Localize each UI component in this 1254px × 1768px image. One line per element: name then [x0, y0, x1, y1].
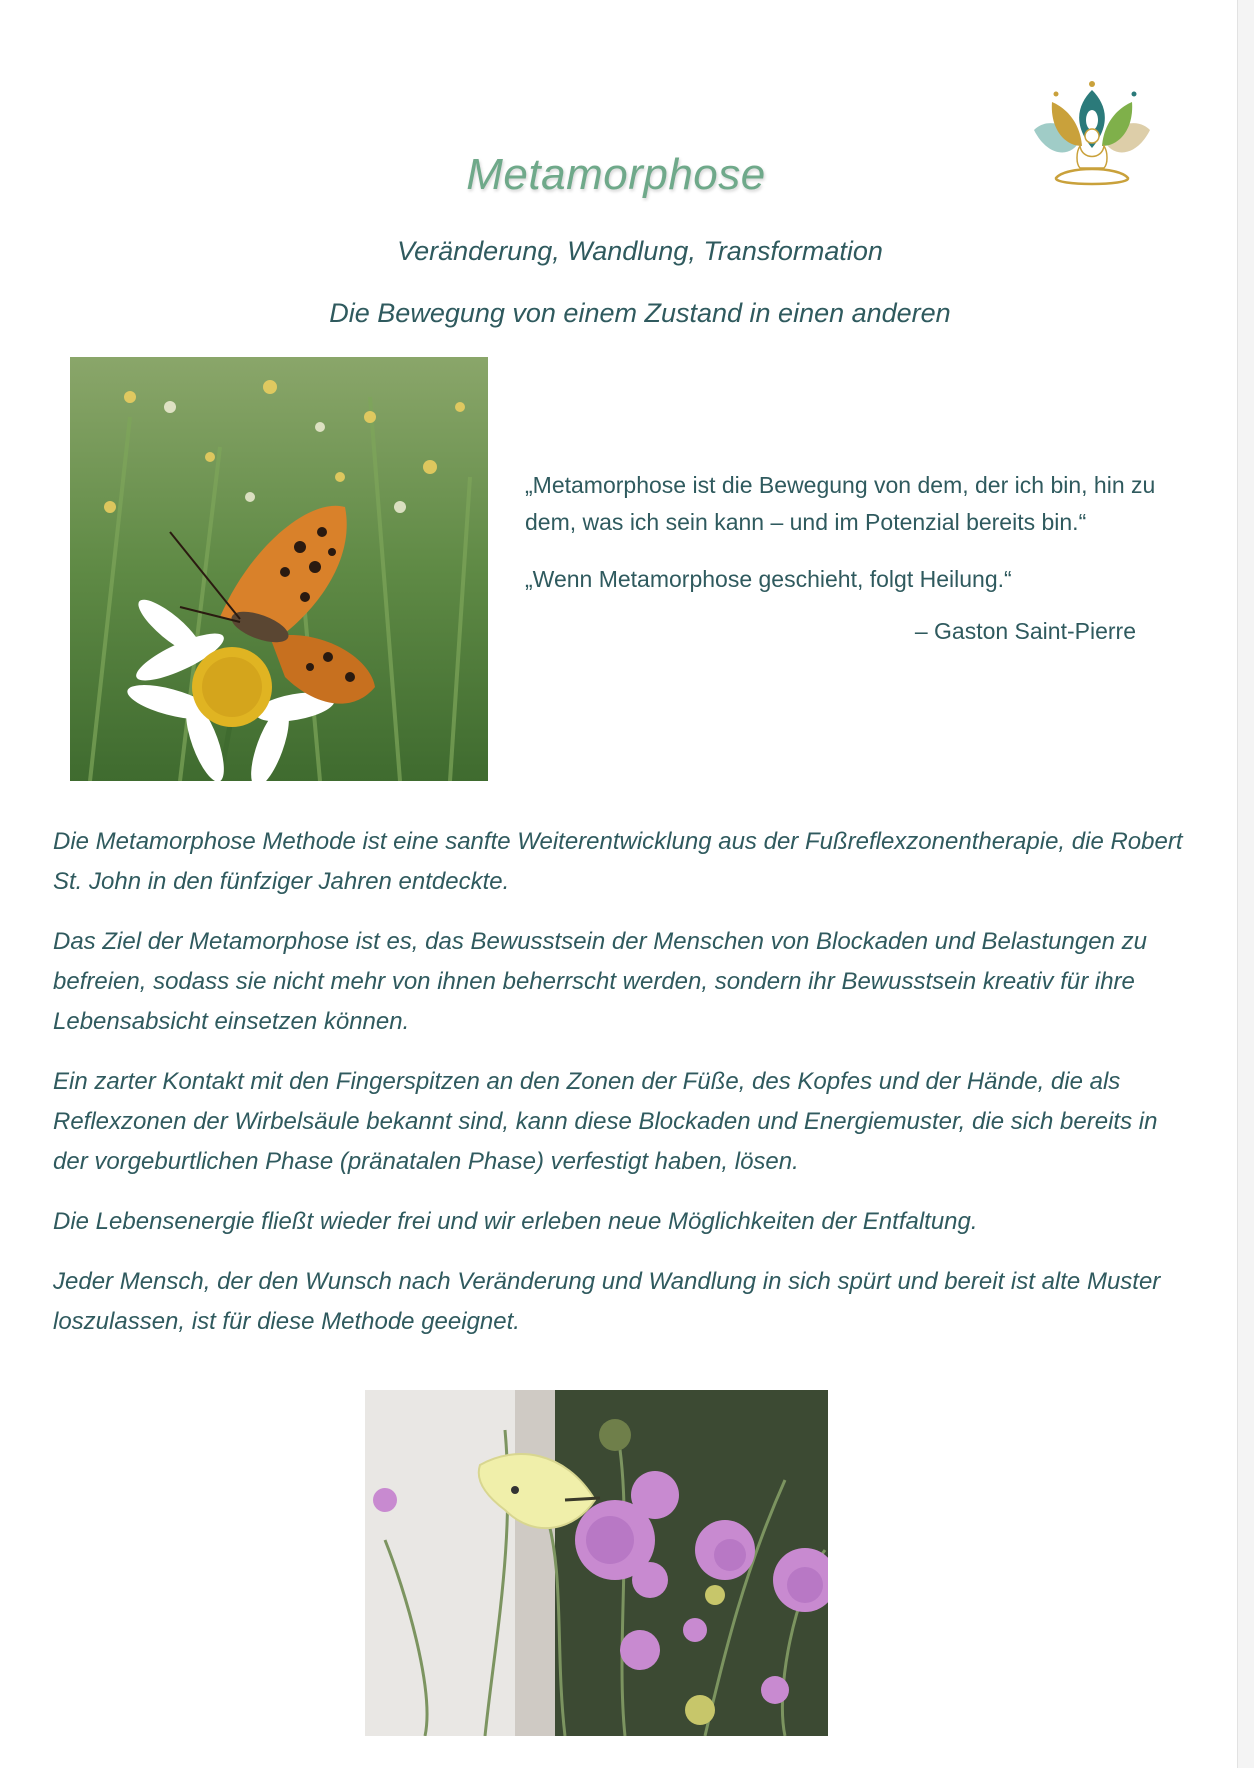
body-text	[53, 822, 1193, 1362]
paragraph: Jeder Mensch, der den Wunsch nach Veränderung und Wandlung in sich spürt und bereit ist alte Muster loszulassen, ist für diese Methode geeignet.	[53, 1268, 1161, 1335]
orange-butterfly-on-daisy-photo	[70, 357, 488, 781]
page-tagline: Die Bewegung von einem Zustand in einen anderen	[329, 298, 951, 328]
paragraph: Das Ziel der Metamorphose ist es, das Bewusstsein der Menschen von Blockaden und Belastungen zu befreien, sodass sie nicht mehr von ihnen beherrscht werden, sondern ihr Bewusstsein kreativ für ihre Lebensabsicht einsetzen können.	[53, 928, 1147, 1035]
quote-author: – Gaston Saint-Pierre	[914, 618, 1136, 644]
paragraph: Die Metamorphose Methode ist eine sanfte Weiterentwicklung aus der Fußreflexzonentherapie, die Robert St. John in den fünfziger Jahren entdeckte.	[53, 828, 1183, 895]
quote-metamorphose-movement: „Metamorphose ist die Bewegung von dem, der ich bin, hin zu dem, was ich sein kann – und im Potenzial bereits bin.“	[525, 472, 1156, 535]
page-title: Metamorphose	[466, 150, 766, 199]
white-butterfly-on-purple-flowers-photo	[365, 1390, 828, 1736]
paragraph: Ein zarter Kontakt mit den Fingerspitzen an den Zonen der Füße, des Kopfes und der Hände, die als Reflexzonen der Wirbelsäule bekannt sind, kann diese Blockaden und Energiemuster, die sich bereits in der vorgeburtlichen Phase (pränatalen Phase) verfestigt haben, lösen.	[53, 1068, 1158, 1175]
quote-healing: „Wenn Metamorphose geschieht, folgt Heilung.“	[525, 566, 1012, 592]
paragraph: Die Lebensenergie fließt wieder frei und wir erleben neue Möglichkeiten der Entfaltung.	[53, 1208, 978, 1235]
page-subtitle: Veränderung, Wandlung, Transformation	[397, 236, 883, 266]
